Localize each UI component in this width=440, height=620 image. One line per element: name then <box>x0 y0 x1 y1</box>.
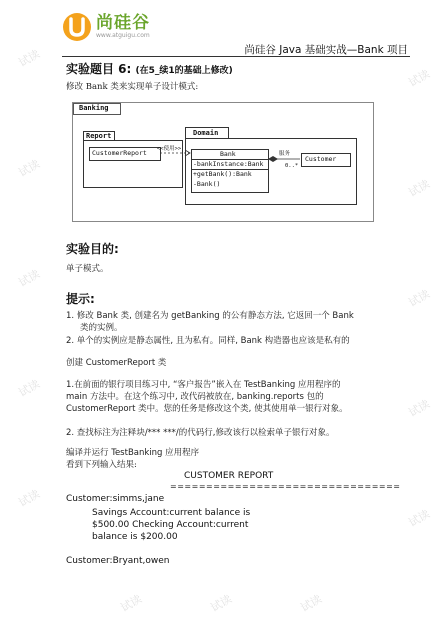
watermark: 试读 <box>406 287 433 310</box>
para-1-line-1: 1.在前面的银行项目练习中, “客户报告”嵌入在 TestBanking 应用程序的 <box>66 380 341 390</box>
para-1-line-2: main 方法中。在这个练习中, 改代码被放在, banking.reports 包的 <box>66 392 324 402</box>
logo-u-icon <box>62 12 92 42</box>
bank-class-name: Bank <box>220 150 236 158</box>
customer-line-2: Customer:Bryant,owen <box>66 556 170 566</box>
diagram-connectors <box>73 103 373 221</box>
multiplicity-label: 0..* <box>285 163 299 169</box>
watermark: 试读 <box>406 507 433 530</box>
header-divider <box>62 56 410 57</box>
hints-heading: 提示: <box>66 292 95 306</box>
watermark: 试读 <box>16 377 43 400</box>
experiment-intro: 修改 Bank 类来实现单子设计模式: <box>66 82 199 92</box>
watermark: 试读 <box>208 592 235 615</box>
hint-item-2: 2. 单个的实例应是静态属性, 且为私有。同样, Bank 构造器也应该是私有的 <box>66 336 350 346</box>
customer-report-label: CustomerReport <box>92 149 147 157</box>
report-title: CUSTOMER REPORT <box>184 471 274 481</box>
customer-line-1: Customer:simms,jane <box>66 494 165 504</box>
purpose-text: 单子模式。 <box>66 264 109 274</box>
service-label: 服务 <box>279 151 291 157</box>
watermark: 试读 <box>16 487 43 510</box>
experiment-title <box>66 60 233 77</box>
para-1-line-3: CustomerReport 类中。您的任务是修改这个类, 使其使用单一银行对象。 <box>66 404 348 414</box>
uml-diagram <box>72 102 374 222</box>
create-class-note: 创建 CustomerReport 类 <box>66 358 167 368</box>
account-line-3: balance is $200.00 <box>92 532 178 542</box>
see-output-note: 看到下列输入结果: <box>66 460 137 470</box>
hint-item-1-cont: 类的实例。 <box>80 323 123 333</box>
logo-url: www.atguigu.com <box>96 32 150 39</box>
uses-label: <<使用>> <box>157 146 182 152</box>
logo <box>62 12 150 42</box>
compile-note: 编译并运行 TestBanking 应用程序 <box>66 448 200 458</box>
purpose-heading: 实验目的: <box>66 242 119 256</box>
domain-label: Domain <box>193 129 219 137</box>
watermark: 试读 <box>406 177 433 200</box>
logo-name: 尚硅谷 <box>96 13 150 33</box>
bank-method-getbank: +getBank():Bank <box>193 170 252 178</box>
customer-label: Customer <box>305 155 337 163</box>
report-separator: ================================ <box>170 482 401 491</box>
watermark: 试读 <box>16 157 43 180</box>
bank-field: -bankInstance:Bank <box>193 160 264 168</box>
experiment-title-main: 实验题目 6: <box>66 62 132 76</box>
watermark: 试读 <box>406 67 433 90</box>
experiment-subtitle: (在5_续1的基础上修改) <box>135 66 233 76</box>
account-line-1: Savings Account:current balance is <box>92 508 251 518</box>
watermark: 试读 <box>16 47 43 70</box>
watermark: 试读 <box>406 397 433 420</box>
bank-method-constructor: -Bank() <box>193 180 221 188</box>
header-title: 尚硅谷 Java 基础实战—Bank 项目 <box>244 44 408 56</box>
watermark: 试读 <box>118 592 145 615</box>
report-label: Report <box>86 132 112 140</box>
watermark: 试读 <box>298 592 325 615</box>
account-line-2: $500.00 Checking Account:current <box>92 520 249 530</box>
para-2: 2. 查找标注为注释块/*** ***/的代码行,修改该行以检索单子银行对象。 <box>66 428 335 438</box>
hint-item-1: 1. 修改 Bank 类, 创建名为 getBanking 的公有静态方法, 它返回一个 Bank <box>66 311 354 321</box>
banking-label: Banking <box>79 104 109 112</box>
watermark: 试读 <box>16 267 43 290</box>
